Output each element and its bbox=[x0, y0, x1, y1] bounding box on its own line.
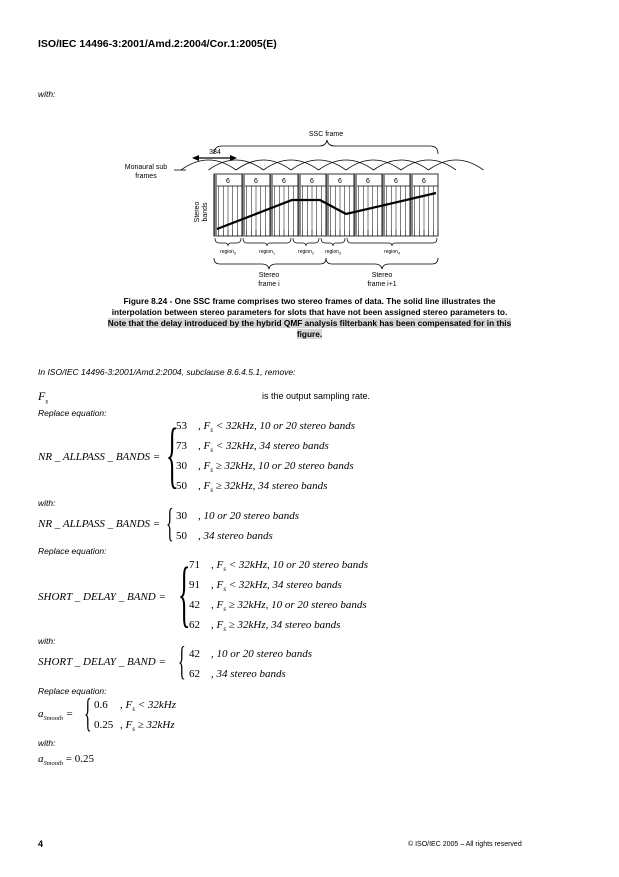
eq4-lhs: SHORT _ DELAY _ BAND = bbox=[38, 656, 166, 668]
subframe-value-label: 6 bbox=[282, 178, 286, 185]
figure-8-24 bbox=[0, 0, 619, 300]
eq3-row: 42 , $F_s \ge 32kHz$, 10 or 20 stereo bands bbox=[189, 599, 367, 614]
eq1-row: 50 , $F_s \ge 32kHz$, 34 stereo bands bbox=[176, 480, 328, 495]
intro-with-label: with: bbox=[38, 89, 56, 99]
stereo-frame-i1-label-1: Stereo bbox=[371, 272, 393, 279]
region-brace bbox=[347, 238, 437, 246]
monaural-arc bbox=[291, 160, 346, 170]
eq4-brace: { bbox=[178, 638, 186, 683]
group-shade bbox=[410, 174, 413, 236]
caption-line-1: Figure 8.24 - One SSC frame comprises two stereo frames of data. The solid line illustrates the bbox=[123, 296, 496, 306]
eq3-row: 71 , $F_s < 32kHz$, 10 or 20 stereo bands bbox=[189, 559, 369, 574]
eq5-row: 0.25 , $F_s \ge 32kHz$ bbox=[94, 719, 175, 734]
monaural-arc bbox=[319, 160, 374, 170]
region-brace bbox=[321, 238, 345, 246]
monaural-arc bbox=[346, 160, 401, 170]
eq1-cases bbox=[176, 420, 355, 500]
stereo-bands-label-2: bands bbox=[202, 202, 209, 222]
eq2-cases bbox=[176, 510, 299, 550]
with-label-1: with: bbox=[38, 498, 56, 508]
region-brace bbox=[215, 238, 241, 246]
stereo-frame-i-label-2: frame i bbox=[258, 281, 280, 288]
monaural-arc bbox=[181, 160, 236, 170]
stereo-frame-i1-brace bbox=[326, 258, 438, 269]
caption-line-2: interpolation between stereo parameters for slots that have not been assigned stereo parameters to. bbox=[111, 307, 508, 317]
subframe-value-label: 6 bbox=[226, 178, 230, 185]
instruction-text: In ISO/IEC 14496-3:2001/Amd.2:2004, subclause 8.6.4.5.1, remove: bbox=[38, 367, 296, 377]
monaural-label-line2: frames bbox=[135, 173, 157, 180]
fs-symbol: $F_s$ bbox=[38, 389, 49, 406]
eq5-cases bbox=[94, 699, 176, 739]
eq1-row: 73 , $F_s < 32kHz$, 34 stereo bands bbox=[176, 440, 329, 455]
stereo-frame-i-brace bbox=[214, 258, 326, 269]
monaural-subframe-arcs bbox=[181, 160, 484, 170]
replace-equation-label-3: Replace equation: bbox=[38, 686, 107, 696]
group-shade bbox=[298, 174, 301, 236]
subframe-value-label: 6 bbox=[254, 178, 258, 185]
eq4-cases bbox=[189, 648, 312, 688]
caption-line-3: Note that the delay introduced by the hybrid QMF analysis filterbank has been compensated for in this bbox=[107, 318, 512, 328]
eq5-lhs: $a_{Smooth}$ = bbox=[38, 708, 74, 723]
page-number: 4 bbox=[38, 839, 44, 849]
eq1-lhs: NR _ ALLPASS _ BANDS = bbox=[38, 451, 161, 463]
eq3-row: 91 , $F_s < 32kHz$, 34 stereo bands bbox=[189, 579, 342, 594]
eq6: $a_{Smooth} = 0.25$ bbox=[38, 753, 94, 768]
eq3-lhs: SHORT _ DELAY _ BAND = bbox=[38, 591, 166, 603]
stereo-bands-label-1: Stereo bbox=[194, 201, 201, 223]
monaural-label-line1: Monaural sub bbox=[124, 164, 168, 171]
eq4-row: 42 , 10 or 20 stereo bands bbox=[189, 648, 313, 660]
region-label: region$_2$ bbox=[298, 249, 314, 256]
caption-line-4: figure. bbox=[296, 329, 323, 339]
replace-equation-label-1: Replace equation: bbox=[38, 408, 107, 418]
ssc-frame-brace bbox=[214, 140, 438, 154]
subframe-value-label: 6 bbox=[394, 178, 398, 185]
width-label-384: 384 bbox=[209, 149, 221, 156]
subframe-value-label: 6 bbox=[422, 178, 426, 185]
monaural-arc bbox=[401, 160, 456, 170]
subframe-value-label: 6 bbox=[366, 178, 370, 185]
replace-equation-label-2: Replace equation: bbox=[38, 546, 107, 556]
eq2-row: 30 , 10 or 20 stereo bands bbox=[176, 510, 300, 522]
region-label: region$_4$ bbox=[384, 249, 400, 256]
eq5-row: 0.6 , $F_s < 32kHz$ bbox=[94, 699, 176, 714]
region-braces bbox=[215, 238, 437, 256]
width-arrow-left-head bbox=[192, 155, 199, 161]
eq3-brace: { bbox=[178, 553, 191, 635]
subframe-value-label: 6 bbox=[310, 178, 314, 185]
eq2-lhs: NR _ ALLPASS _ BANDS = bbox=[38, 518, 161, 530]
eq1-row: 53 , $F_s < 32kHz$, 10 or 20 stereo bands bbox=[176, 420, 356, 435]
stereo-frame-i1-label-2: frame i+1 bbox=[367, 281, 397, 288]
monaural-arc bbox=[209, 160, 264, 170]
with-label-3: with: bbox=[38, 738, 56, 748]
region-label: region$_1$ bbox=[259, 249, 275, 256]
fs-description: is the output sampling rate. bbox=[262, 391, 371, 401]
eq2-brace: { bbox=[166, 500, 174, 545]
monaural-arc bbox=[429, 160, 484, 170]
subframe-value-label: 6 bbox=[338, 178, 342, 185]
eq1-row: 30 , $F_s \ge 32kHz$, 10 or 20 stereo bands bbox=[176, 460, 354, 475]
region-label: region$_0$ bbox=[220, 249, 236, 256]
region-label: region$_3$ bbox=[325, 249, 341, 256]
eq5-brace: { bbox=[84, 690, 92, 735]
eq3-row: 62 , $F_s \ge 32kHz$, 34 stereo bands bbox=[189, 619, 341, 634]
stereo-frame-i-label-1: Stereo bbox=[258, 272, 280, 279]
ssc-frame-label: SSC frame bbox=[308, 131, 344, 138]
eq2-row: 50 , 34 stereo bands bbox=[176, 530, 273, 542]
monaural-arc bbox=[264, 160, 319, 170]
eq4-row: 62 , 34 stereo bands bbox=[189, 668, 286, 680]
monaural-arc bbox=[236, 160, 291, 170]
figure-caption bbox=[38, 296, 581, 340]
region-brace bbox=[293, 238, 319, 246]
group-shade bbox=[354, 174, 357, 236]
copyright-notice: © ISO/IEC 2005 – All rights reserved bbox=[408, 841, 522, 848]
eq3-cases bbox=[189, 559, 368, 639]
monaural-arc bbox=[374, 160, 429, 170]
region-brace bbox=[243, 238, 291, 246]
eq1-brace: { bbox=[166, 414, 179, 496]
group-shade bbox=[270, 174, 273, 236]
with-label-2: with: bbox=[38, 636, 56, 646]
stereo-bands-grid bbox=[214, 174, 438, 236]
document-header: ISO/IEC 14496-3:2001/Amd.2:2004/Cor.1:2005(E) bbox=[38, 38, 277, 50]
